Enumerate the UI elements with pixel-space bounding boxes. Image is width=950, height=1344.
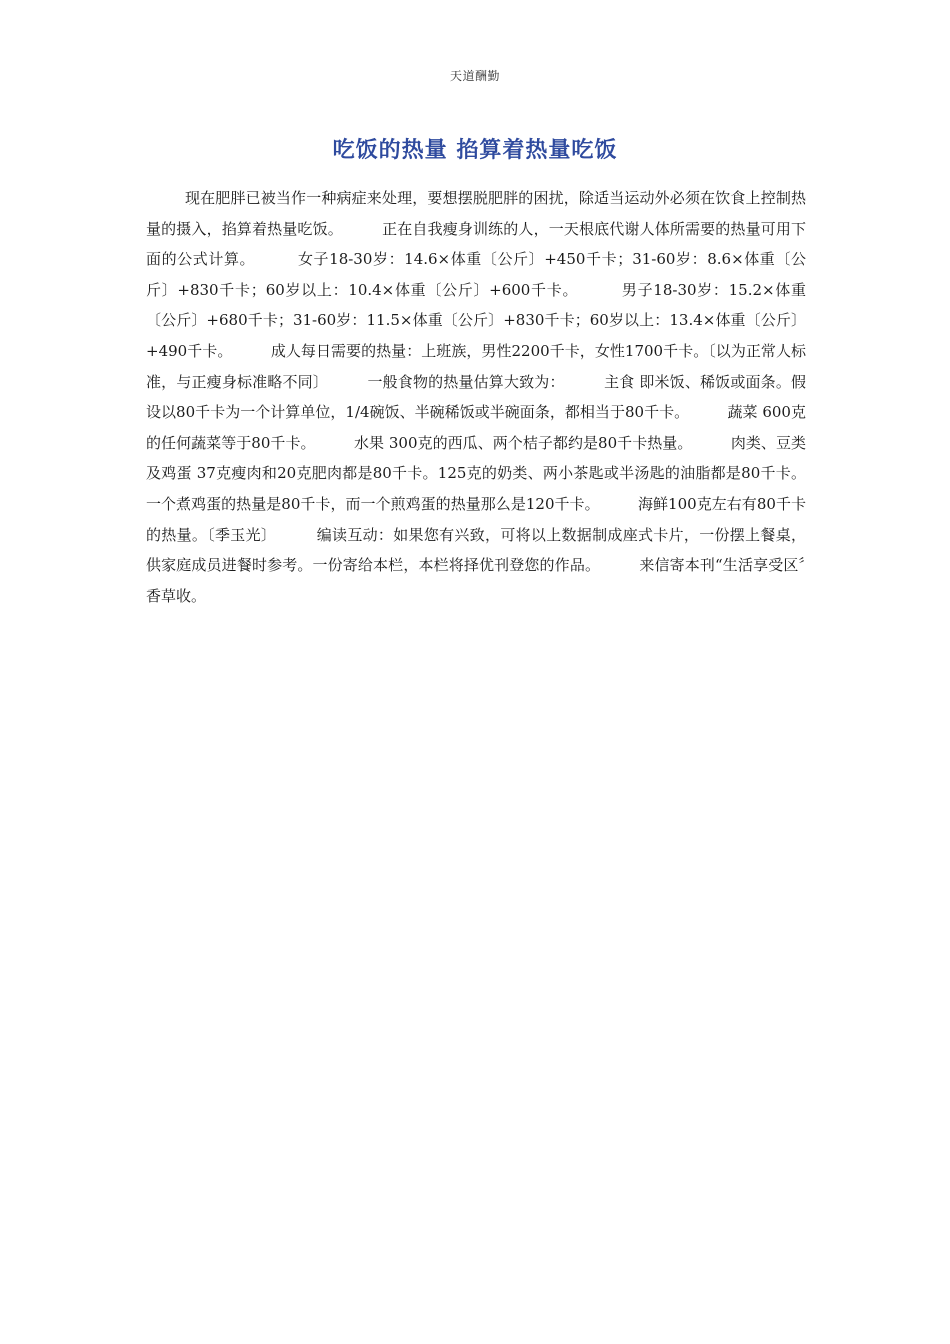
article-body: 现在肥胖已被当作一种病症来处理，要想摆脱肥胖的困扰，除适当运动外必须在饮食上控制热量的摄入，掐算着热量吃饭。 正在自我瘦身训练的人，一天根底代谢人体所需要的热量可用下面的公式计算。 女子18-30岁：14.6×体重〔公斤〕+450千卡；31-60岁：8.6×体重〔公斤〕+830千卡；60岁以上：10.4×体重〔公斤〕+600千卡。 男子18-30岁：15.2×体重〔公斤〕+680千卡；31-60岁：11.5×体重〔公斤〕+830千卡；60岁以上：13.4×体重〔公斤〕+490千卡。 成人每日需要的热量：上班族，男性2200千卡，女性1700千卡。〔以为正常人标准，与正瘦身标准略不同〕 一般食物的热量估算大致为： 主食 即米饭、稀饭或面条。假设以80千卡为一个计算单位，1/4碗饭、半碗稀饭或半碗面条，都相当于80千卡。 蔬菜 600克的任何蔬菜等于80千卡。 水果 300克的西瓜、两个桔子都约是80千卡热量。 肉类、豆类及鸡蛋 37克瘦肉和20克肥肉都是80千卡。125克的奶类、两小茶匙或半汤匙的油脂都是80千卡。一个煮鸡蛋的热量是80千卡，而一个煎鸡蛋的热量那么是120千卡。 海鲜100克左右有80千卡的热量。〔季玉光〕 编读互动：如果您有兴致，可将以上数据制成座式卡片，一份摆上餐桌，供家庭成员进餐时参考。一份寄给本栏，本栏将择优刊登您的作品。 来信寄本刊“生活享受区〞香草收。 [146,189,806,605]
page-header: 天道酬勤 [449,69,500,83]
article-title: 吃饭的热量 掐算着热量吃饭 [332,138,618,163]
